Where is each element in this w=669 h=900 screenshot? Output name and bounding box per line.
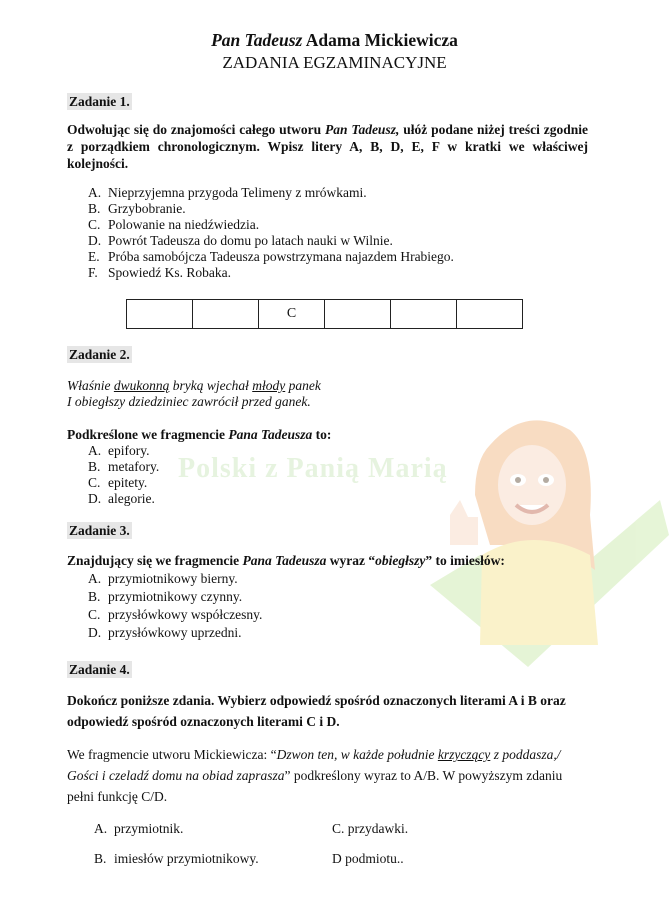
option-letter: D. [88, 491, 102, 506]
watermark-text: Polski z Panią Marią [178, 453, 448, 484]
option-letter: D. [88, 233, 102, 248]
quote-text: panek [285, 378, 321, 393]
answer-box-5[interactable] [391, 300, 457, 329]
para-italic: z poddasza,/ [490, 747, 561, 762]
option-text: Próba samobójcza Tadeusza powstrzymana najazdem Hrabiego. [108, 249, 454, 264]
document-subtitle: ZADANIA EGZAMINACYJNE [222, 53, 447, 72]
option-letter: B. [88, 589, 101, 604]
option-text: przysłówkowy współczesny. [108, 607, 263, 622]
quote-text: bryką wjechał [169, 378, 253, 393]
option-text: imiesłów przymiotnikowy. [114, 851, 259, 866]
instr-text: Podkreślone we fragmencie [67, 427, 229, 442]
task3-option [88, 607, 262, 623]
task1-instr-a: Odwołując się do znajomości całego utworu [67, 122, 326, 137]
instr-text: wyraz “ [326, 553, 376, 568]
instr-italic: Pana Tadeusza [242, 553, 327, 568]
option-letter: C. [88, 217, 101, 232]
task1-instr-c: ułóż podane niżej treści zgodnie z porządkiem chronologicznym. Wpisz litery A, B, D, E, F w kratki we właściwej kolejności. [67, 122, 588, 171]
document-title [0, 30, 669, 51]
task1-option [88, 185, 367, 201]
task4-paragraph [67, 744, 597, 807]
teacher-mascot-watermark [420, 405, 669, 685]
option-letter: D. [88, 625, 102, 640]
option-letter: A. [88, 443, 102, 458]
task1-instruction [67, 121, 588, 172]
option-letter: B. [88, 459, 101, 474]
task1-option [88, 233, 393, 249]
task2-quote-line1 [67, 378, 321, 394]
answer-box-1[interactable] [127, 300, 193, 329]
quote-text: Właśnie [67, 378, 114, 393]
option-letter: A. [88, 571, 102, 586]
instr-italic: obiegłszy [375, 553, 426, 568]
task4-option-a [94, 821, 183, 837]
task1-heading: Zadanie 1. [69, 94, 130, 109]
quote-underlined: dwukonną [113, 378, 170, 393]
answer-box-4[interactable] [325, 300, 391, 329]
option-text: przymiotnik. [114, 821, 184, 836]
option-text: Powrót Tadeusza do domu po latach nauki w Wilnie. [108, 233, 393, 248]
task3-instruction [67, 552, 588, 569]
instr-text: ” to imiesłów: [425, 553, 505, 568]
task3-option [88, 589, 242, 605]
instr-text: Znajdujący się we fragmencie [67, 553, 243, 568]
task3-heading: Zadanie 3. [69, 523, 130, 538]
task4-option-c: C. przydawki. [332, 821, 409, 836]
option-letter: A. [94, 821, 108, 836]
task2-instruction [67, 426, 588, 443]
task4-instruction-line2: odpowiedź spośród oznaczonych literami C i D. [67, 714, 340, 729]
option-letter: B. [94, 851, 107, 866]
option-text: alegorie. [108, 491, 155, 506]
task1-option [88, 265, 231, 281]
title-rest: Adama Mickiewicza [302, 30, 458, 50]
para-italic: Gości i czeladź domu na obiad zaprasza [67, 768, 285, 783]
task2-option [88, 475, 147, 491]
task4-instruction-line1: Dokończ poniższe zdania. Wybierz odpowiedź spośród oznaczonych literami A i B oraz [67, 693, 566, 708]
instr-italic: Pana Tadeusza [228, 427, 313, 442]
answer-boxes [126, 299, 523, 329]
para-text: We fragmencie utworu Mickiewicza: “ [67, 747, 277, 762]
title-italic: Pan Tadeusz [211, 30, 303, 50]
option-letter: E. [88, 249, 100, 264]
option-text: Nieprzyjemna przygoda Telimeny z mrówkami. [108, 185, 367, 200]
para-text: ” podkreślony wyraz to A/B. W powyższym zdaniu [284, 768, 563, 783]
option-text: epifory. [108, 443, 150, 458]
option-text: przymiotnikowy bierny. [108, 571, 238, 586]
task3-option [88, 625, 241, 641]
task2-option [88, 443, 149, 459]
option-letter: B. [88, 201, 101, 216]
para-underlined: krzyczący [437, 747, 491, 762]
task4-heading: Zadanie 4. [69, 662, 130, 677]
para-italic: Dzwon ten, w każde południe [276, 747, 438, 762]
task4-option-b [94, 851, 259, 867]
option-letter: C. [88, 475, 101, 490]
option-text: Polowanie na niedźwiedzia. [108, 217, 260, 232]
task1-option [88, 217, 259, 233]
answer-box-2[interactable] [193, 300, 259, 329]
task3-option [88, 571, 238, 587]
task2-heading: Zadanie 2. [69, 347, 130, 362]
task2-quote-line2: I obiegłszy dziedziniec zawrócił przed ganek. [67, 394, 311, 409]
quote-underlined: młody [252, 378, 286, 393]
task1-instr-b: Pan Tadeusz, [325, 122, 400, 137]
option-text: Grzybobranie. [108, 201, 186, 216]
option-text: metafory. [108, 459, 160, 474]
para-text: pełni funkcję C/D. [67, 789, 168, 804]
task4-option-d: D podmiotu.. [332, 851, 404, 866]
option-letter: C. [88, 607, 101, 622]
task2-option [88, 459, 159, 475]
option-text: przysłówkowy uprzedni. [108, 625, 242, 640]
instr-text: to: [312, 427, 332, 442]
option-text: epitety. [108, 475, 148, 490]
task1-option [88, 201, 186, 217]
option-letter: A. [88, 185, 102, 200]
option-text: przymiotnikowy czynny. [108, 589, 243, 604]
option-text: Spowiedź Ks. Robaka. [108, 265, 231, 280]
option-letter: F. [88, 265, 98, 280]
task1-option [88, 249, 454, 265]
task2-option [88, 491, 155, 507]
answer-box-3[interactable]: C [259, 300, 325, 329]
answer-box-6[interactable] [457, 300, 523, 329]
